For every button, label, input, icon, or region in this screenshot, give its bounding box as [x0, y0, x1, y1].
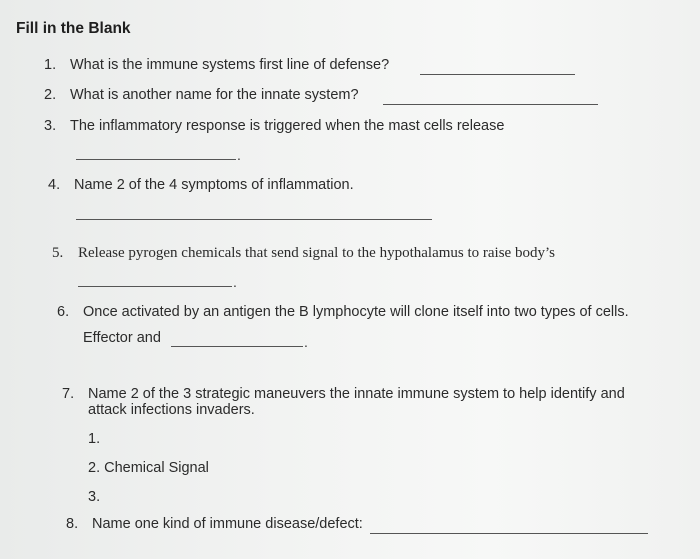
worksheet-title: Fill in the Blank	[16, 20, 131, 37]
question-1	[44, 57, 389, 74]
question-number: 4.	[48, 177, 61, 193]
question-3	[44, 118, 504, 135]
answer-blank-6[interactable]	[171, 346, 303, 347]
question-text: Name 2 of the 4 symptoms of inflammation.	[74, 177, 354, 193]
period: .	[233, 274, 237, 290]
period: .	[237, 147, 241, 163]
question-text: Name 2 of the 3 strategic maneuvers the innate immune system to help identify and	[88, 386, 625, 402]
sub-item-3: 3.	[88, 489, 101, 505]
question-text: What is another name for the innate system?	[70, 87, 359, 103]
question-2	[44, 87, 359, 104]
question-7	[62, 386, 625, 403]
question-4	[48, 177, 354, 194]
question-7-continuation: attack infections invaders.	[88, 402, 255, 418]
question-text: Release pyrogen chemicals that send signal to the hypothalamus to raise body’s	[78, 245, 555, 261]
question-8	[66, 516, 363, 533]
question-text: Name one kind of immune disease/defect:	[92, 516, 363, 532]
question-text: What is the immune systems first line of defense?	[70, 57, 390, 73]
question-6-continuation: Effector and	[83, 330, 161, 346]
question-5	[52, 245, 555, 262]
period: .	[304, 334, 308, 350]
answer-blank-1[interactable]	[420, 74, 575, 75]
answer-blank-3[interactable]	[76, 159, 236, 160]
answer-blank-4[interactable]	[76, 219, 432, 220]
answer-blank-2[interactable]	[383, 104, 598, 105]
answer-blank-5[interactable]	[78, 286, 232, 287]
sub-item-2: 2. Chemical Signal	[88, 460, 209, 476]
question-number: 3.	[44, 118, 57, 134]
question-text: The inflammatory response is triggered when the mast cells release	[70, 118, 505, 134]
question-number: 2.	[44, 87, 57, 103]
question-number: 7.	[62, 386, 75, 402]
question-number: 1.	[44, 57, 57, 73]
answer-blank-8[interactable]	[370, 533, 648, 534]
question-number: 6.	[57, 304, 70, 320]
question-number: 5.	[52, 245, 64, 261]
sub-item-1: 1.	[88, 431, 101, 447]
question-6	[57, 304, 629, 321]
question-text: Once activated by an antigen the B lymphocyte will clone itself into two types of cells.	[83, 304, 629, 320]
question-number: 8.	[66, 516, 79, 532]
